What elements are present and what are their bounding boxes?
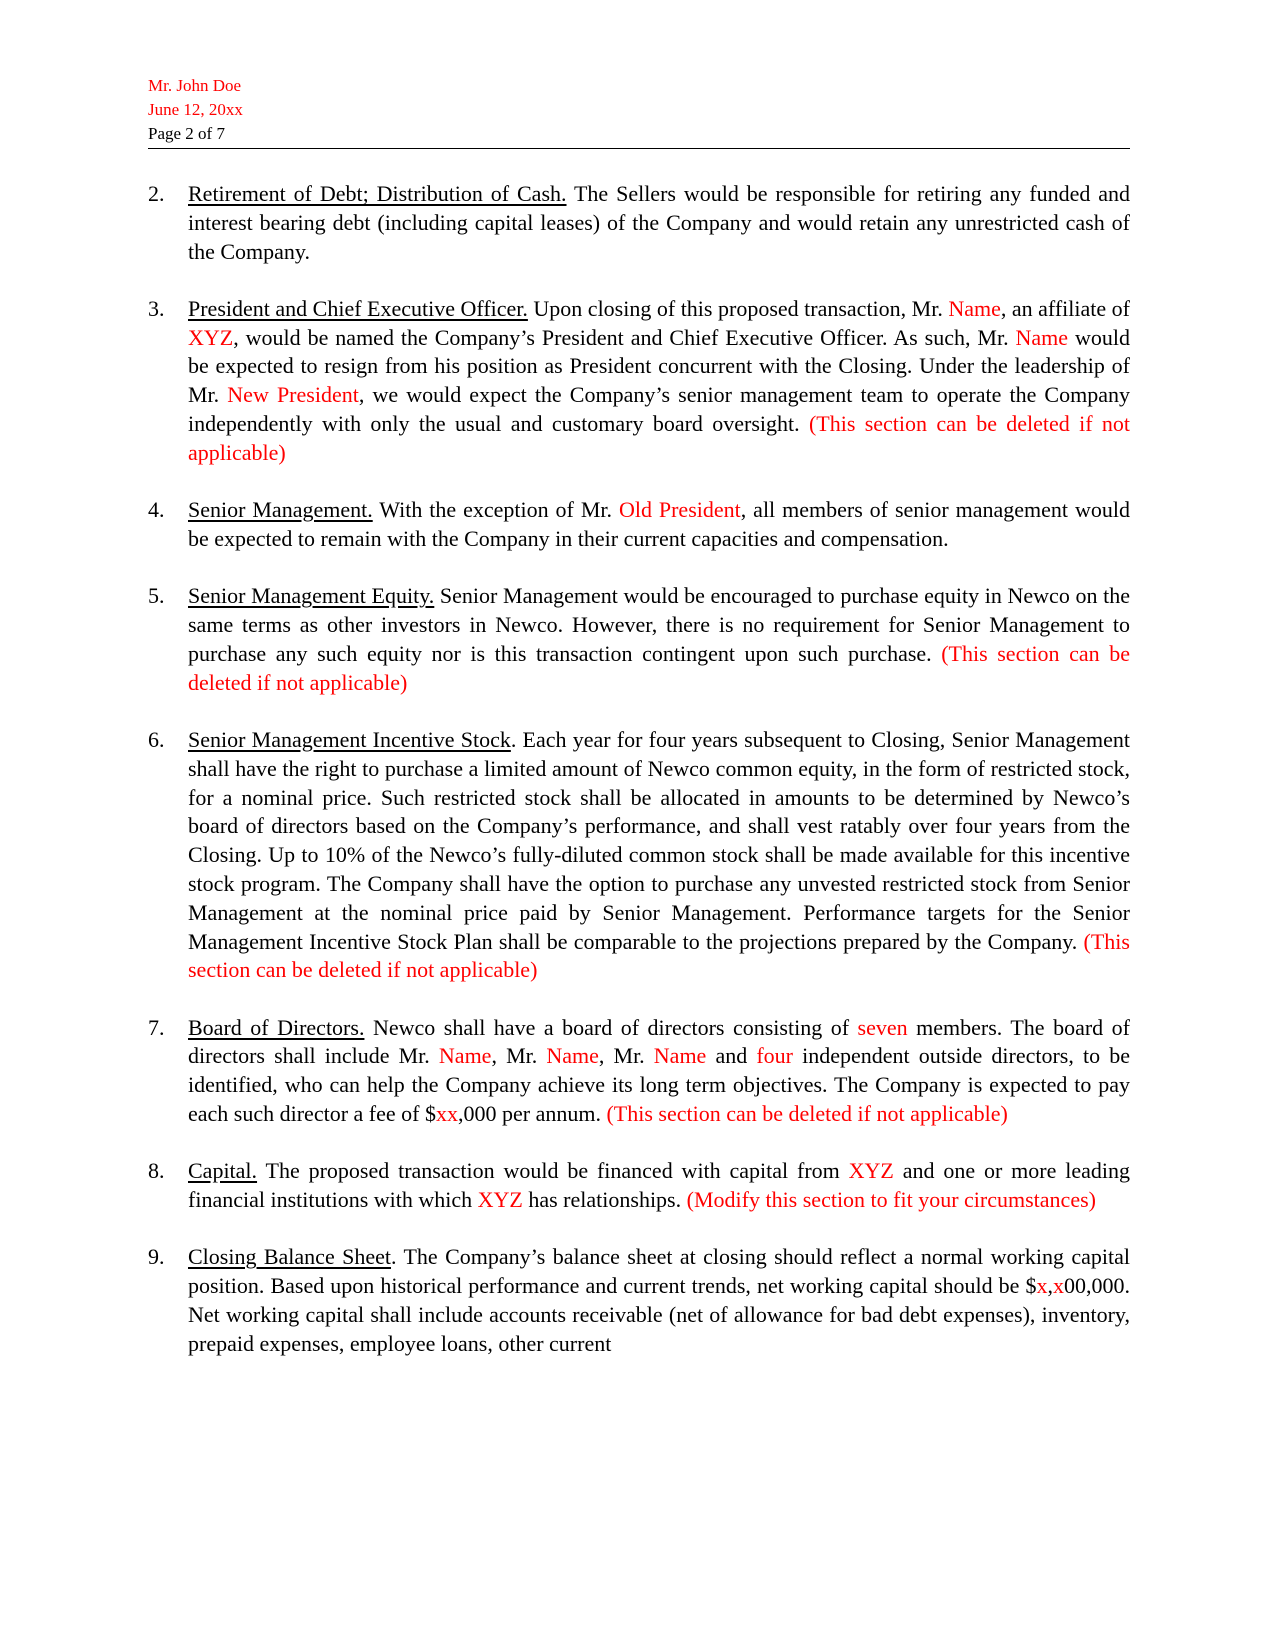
body-text: With the exception of Mr. [372,497,619,523]
body-text: 00,000. Net working capital shall include accounts receivable (net of allowance for bad debt expenses), inventory, prepaid expenses, employee loans, other current [188,1273,1130,1356]
section-item [148,496,1130,554]
section-number: 5. [148,583,165,609]
section-item [148,726,1130,985]
body-text: independent outside directors, to be identified, who can help the Company achieve its long term objectives. The Company is expected to pay each such director a fee of $ [188,1043,1130,1127]
section-paragraph [188,180,1130,266]
section-number: 9. [148,1244,165,1270]
placeholder-text: four [756,1043,793,1069]
placeholder-text: Old President [618,497,741,523]
placeholder-text: Name [438,1043,492,1069]
section-item [148,295,1130,468]
body-text: , [1047,1273,1053,1299]
placeholder-text: (Modify this section to fit your circumstances) [686,1187,1096,1213]
placeholder-text: (This section can be deleted if not applicable) [188,640,1130,695]
placeholder-text: (This section can be deleted if not applicable) [188,928,1130,983]
section-paragraph [188,582,1130,697]
body-text: , would be named the Company’s President and Chief Executive Officer. As such, Mr. [233,324,1016,350]
header-divider [148,148,1130,149]
section-heading: Retirement of Debt; Distribution of Cash. [188,181,567,206]
placeholder-text: Name [1015,324,1069,350]
body-text: and [706,1043,757,1069]
placeholder-text: Name [948,295,1001,321]
section-number: 2. [148,181,165,206]
section-paragraph [188,295,1130,468]
body-text: Senior Management would be encouraged to purchase equity in Newco on the same terms as other investors in Newco. However, there is no requirement for Senior Management to purchase any such equity nor is this transaction contingent upon such purchase. [188,583,1130,666]
placeholder-text: New President [227,382,359,408]
placeholder-text: Name [546,1043,599,1069]
section-paragraph [188,1243,1130,1358]
section-paragraph [188,496,1130,554]
section-number: 3. [148,295,165,321]
page-number: Page 2 of 7 [148,124,225,143]
letter-date: June 12, 20xx [148,100,243,119]
recipient-name: Mr. John Doe [148,76,242,95]
body-text: Newco shall have a board of directors consisting of [364,1014,858,1040]
placeholder-text: x [1053,1273,1064,1299]
section-heading: Senior Management. [188,497,373,523]
placeholder-text: XYZ [848,1158,894,1184]
letter-header [148,74,1130,146]
section-heading: Closing Balance Sheet [188,1244,391,1270]
body-text: . Each year for four years subsequent to Closing, Senior Management shall have the right to purchase a limited amount of Newco common equity, in the form of restricted stock, for a nominal price. Such restricted stock shall be allocated in amounts to be determined by Newco’s board of directors based on the Company’s performance, and shall vest ratably over four years from the Closing. Up to 10% of the Newco’s fully-diluted common stock shall be made available for this incentive stock program. The Company shall have the option to purchase any unvested restricted stock from Senior Management at the nominal price paid by Senior Management. Performance targets for the Senior Management Incentive Stock Plan shall be comparable to the projections prepared by the Company. [188,726,1130,954]
numbered-sections [148,180,1130,1387]
section-heading: Board of Directors. [188,1014,365,1040]
body-text: , an affiliate of [1000,295,1130,321]
body-text: , Mr. [491,1043,547,1069]
section-paragraph [188,1157,1130,1215]
section-paragraph [188,1014,1130,1129]
section-heading: Senior Management Incentive Stock [188,726,511,752]
placeholder-text: XYZ [477,1187,523,1213]
section-number: 4. [148,497,165,523]
body-text: . The Company’s balance sheet at closing should reflect a normal working capital position. Based upon historical performance and current trends, net working capital should be $ [188,1244,1130,1299]
body-text: The Sellers would be responsible for retiring any funded and interest bearing debt (including capital leases) of the Company and would retain any unrestricted cash of the Company. [188,181,1130,264]
section-heading: President and Chief Executive Officer. [188,295,528,321]
body-text: , Mr. [598,1043,654,1069]
section-heading: Capital. [188,1158,258,1184]
body-text: and one or more leading financial institutions with which [188,1158,1131,1213]
section-item [148,582,1130,697]
placeholder-text: Name [653,1043,707,1069]
section-number: 6. [148,726,165,752]
body-text: , all members of senior management would be expected to remain with the Company in their current capacities and compensation. [188,497,1130,551]
body-text: would be expected to resign from his position as President concurrent with the Closing. Under the leadership of Mr. [188,324,1131,408]
section-number: 8. [148,1158,165,1184]
placeholder-text: XYZ [188,324,234,350]
section-paragraph [188,726,1130,985]
body-text: members. The board of directors shall include Mr. [188,1014,1130,1069]
placeholder-text: (This section can be deleted if not applicable) [188,411,1131,465]
body-text: Upon closing of this proposed transaction, Mr. [527,295,949,321]
placeholder-text: x [1036,1273,1048,1299]
placeholder-text: xx [435,1101,458,1127]
section-heading: Senior Management Equity. [188,583,435,609]
section-number: 7. [148,1014,165,1040]
body-text: ,000 per annum. [457,1101,607,1127]
placeholder-text: seven [857,1014,908,1040]
body-text: has relationships. [522,1187,687,1213]
body-text: The proposed transaction would be financed with capital from [257,1158,849,1184]
body-text: , we would expect the Company’s senior management team to operate the Company independently with only the usual and customary board oversight. [188,382,1130,437]
section-item [148,1243,1130,1358]
section-item [148,1014,1130,1129]
section-item [148,180,1130,266]
placeholder-text: (This section can be deleted if not applicable) [606,1101,1008,1127]
section-item [148,1157,1130,1215]
